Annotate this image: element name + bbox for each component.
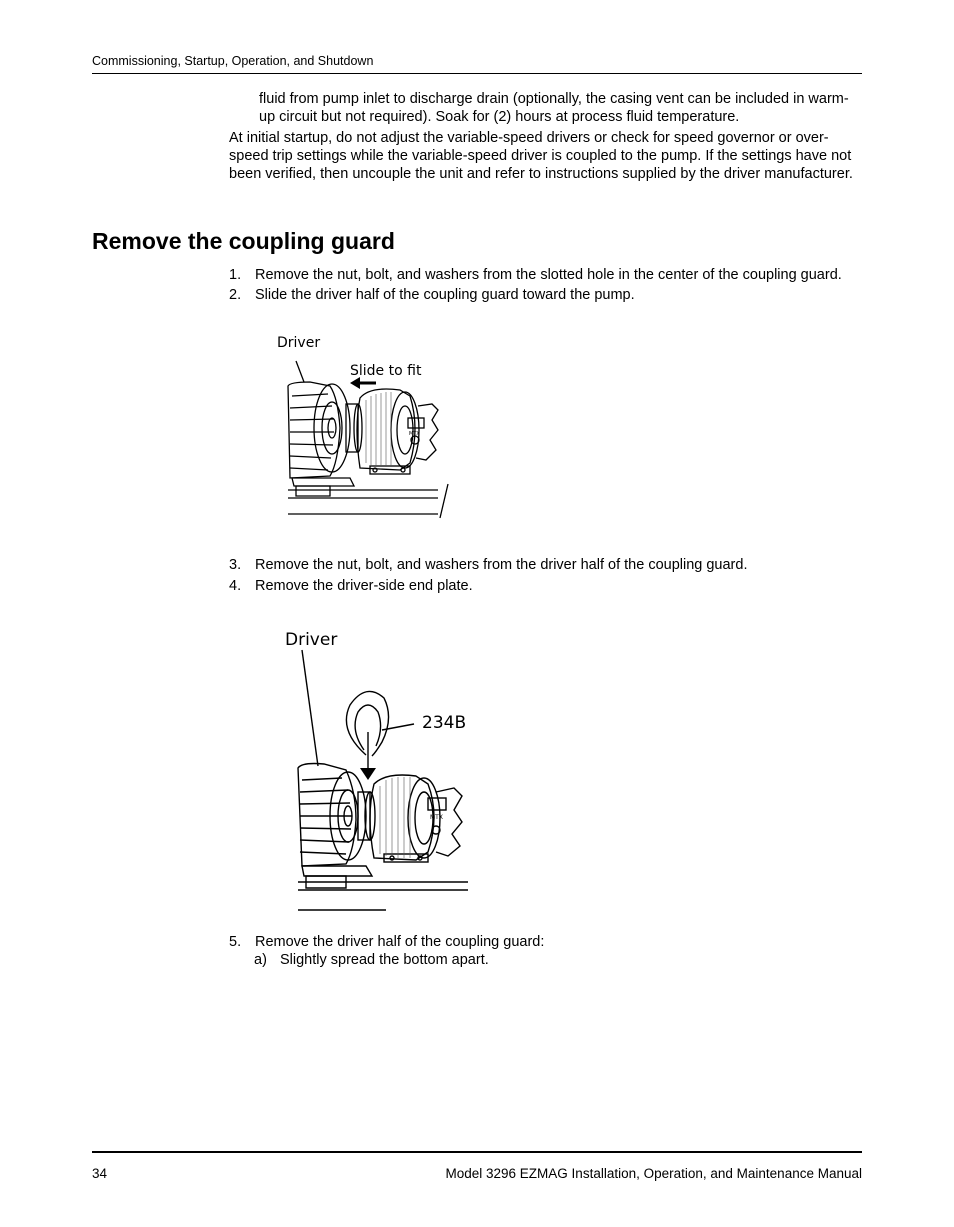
figure1-driver-label: Driver	[277, 335, 321, 351]
header-rule	[92, 73, 862, 74]
step-number: 1.	[229, 267, 242, 283]
step-text: Slide the driver half of the coupling guard toward the pump.	[255, 287, 635, 303]
step-number: 2.	[229, 287, 242, 303]
figure-remove-end-plate	[276, 620, 521, 920]
step-number: 5.	[229, 934, 242, 950]
figure2-driver-label: Driver	[285, 630, 338, 650]
running-head: Commissioning, Startup, Operation, and Shutdown	[92, 54, 374, 68]
page-number: 34	[92, 1166, 108, 1181]
figure-slide-guard	[270, 328, 555, 528]
step-2	[229, 286, 869, 304]
manual-title: Model 3296 EZMAG Installation, Operation, and Maintenance Manual	[445, 1166, 862, 1181]
startup-paragraph: At initial startup, do not adjust the variable-speed drivers or check for speed governor or over-speed trip settings while the variable-speed driver is coupled to the pump. If the settings have not been verified, then uncouple the unit and refer to instructions supplied by the driver manufacturer.	[229, 130, 853, 182]
figure1-nameplate: MTX	[409, 431, 420, 437]
figure2-part-label: 234B	[422, 713, 467, 733]
substep-a	[254, 951, 489, 969]
step-text: Remove the nut, bolt, and washers from the slotted hole in the center of the coupling guard.	[255, 267, 842, 283]
step-4	[229, 577, 869, 595]
step-number: 4.	[229, 578, 242, 594]
continuation-paragraph: fluid from pump inlet to discharge drain (optionally, the casing vent can be included in warm-up circuit but not required). Soak for (2) hours at process fluid temperature.	[259, 91, 849, 125]
substep-letter: a)	[254, 952, 267, 968]
step-3	[229, 556, 869, 574]
step-text: Remove the driver-side end plate.	[255, 578, 473, 594]
section-heading: Remove the coupling guard	[92, 228, 395, 254]
footer-rule	[92, 1151, 862, 1153]
figure2-nameplate: MTX	[430, 814, 443, 821]
step-text: Remove the nut, bolt, and washers from the driver half of the coupling guard.	[255, 557, 748, 573]
substep-text: Slightly spread the bottom apart.	[280, 952, 489, 968]
figure-remove-end-plate-drawing	[276, 620, 521, 920]
step-number: 3.	[229, 557, 242, 573]
step-1	[229, 266, 869, 284]
step-5	[229, 933, 869, 951]
step-text: Remove the driver half of the coupling guard:	[255, 934, 545, 950]
figure-slide-guard-drawing	[270, 328, 555, 528]
figure1-arrow-label: Slide to fit	[350, 363, 422, 379]
